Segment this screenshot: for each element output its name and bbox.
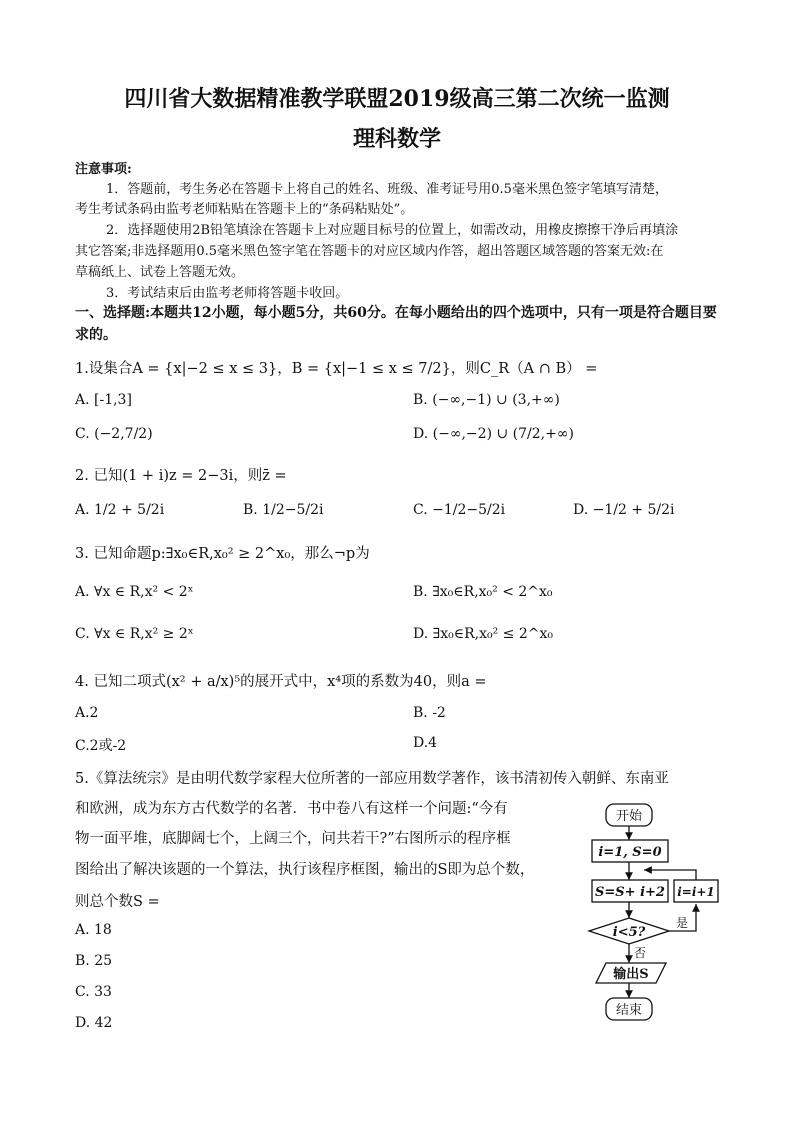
q1-option-a: A. [-1,3] — [75, 392, 132, 408]
q4-option-a: A.2 — [75, 705, 99, 721]
q3-option-c: C. ∀x ∈ R,x² ≥ 2ˣ — [75, 626, 194, 642]
q4-option-b: B. -2 — [413, 705, 446, 721]
notice-line-1: 1．答题前，考生务必在答题卡上将自己的姓名、班级、准考证号用0.5毫米黑色签字笔填写清楚， — [106, 182, 668, 197]
q2-option-c: C. −1/2−5/2i — [413, 502, 506, 518]
q3-option-b: B. ∃x₀∈R,x₀² < 2^x₀ — [413, 584, 553, 600]
section-heading-line-1: 一、选择题:本题共12小题，每小题5分，共60分。在每小题给出的四个选项中，只有一项是符合题目要 — [75, 305, 717, 321]
q2-option-d: D. −1/2 + 5/2i — [573, 502, 675, 518]
notice-line-6: 3．考试结束后由监考老师将答题卡收回。 — [106, 286, 349, 301]
flowchart-start-label: 开始 — [615, 809, 643, 824]
flowchart-loop-arrow — [644, 870, 696, 880]
notice-heading: 注意事项: — [75, 162, 132, 177]
flowchart-no-label: 否 — [633, 946, 647, 960]
q2-stem: 2. 已知(1 + i)z = 2−3i，则z̄ = — [75, 468, 287, 484]
q1-stem: 1.设集合A = {x|−2 ≤ x ≤ 3}，B = {x|−1 ≤ x ≤ 7/2}，则C_R（A ∩ B） = — [75, 361, 598, 377]
exam-subtitle: 理科数学 — [352, 126, 441, 152]
notice-line-5: 草稿纸上、试卷上答题无效。 — [75, 265, 245, 280]
q5-option-a: A. 18 — [75, 922, 112, 938]
q5-option-d: D. 42 — [75, 1015, 113, 1031]
q5-line-1: 5.《算法统宗》是由明代数学家程大位所著的一部应用数学著作，该书清初传入朝鲜、东南亚 — [75, 771, 669, 787]
notice-line-3: 2．选择题使用2B铅笔填涂在答题卡上对应题目标号的位置上，如需改动，用橡皮擦擦干净后再填涂 — [106, 223, 679, 238]
q2-option-a: A. 1/2 + 5/2i — [75, 502, 165, 518]
notice-line-4: 其它答案;非选择题用0.5毫米黑色签字笔在答题卡的对应区域内作答，超出答题区域答题的答案无效:在 — [75, 244, 664, 259]
q5-line-4: 图给出了解决该题的一个算法，执行该程序框图，输出的S即为总个数， — [75, 862, 535, 878]
q1-option-d: D. (−∞,−2) ∪ (7/2,+∞) — [413, 426, 574, 442]
q1-option-c: C. (−2,7/2) — [75, 426, 153, 442]
q5-option-c: C. 33 — [75, 984, 112, 1000]
q3-stem: 3. 已知命题p:∃x₀∈R,x₀² ≥ 2^x₀，那么¬p为 — [75, 546, 370, 562]
q5-option-b: B. 25 — [75, 953, 113, 969]
q4-option-d: D.4 — [413, 735, 438, 751]
q3-option-a: A. ∀x ∈ R,x² < 2ˣ — [75, 584, 194, 600]
q2-option-b: B. 1/2−5/2i — [243, 502, 324, 518]
flowchart-increment-label: i=i+1 — [677, 885, 715, 899]
flowchart-output-label: 输出S — [613, 967, 649, 982]
q5-line-3: 物一面平堆，底脚阔七个，上阔三个，问共若干?”右图所示的程序框 — [75, 831, 511, 847]
q5-line-5: 则总个数S = — [75, 894, 160, 910]
flowchart-init-label: i=1, S=0 — [598, 845, 662, 860]
exam-title: 四川省大数据精准教学联盟2019级高三第二次统一监测 — [124, 86, 670, 112]
flowchart-accumulate-label: S=S+ i+2 — [595, 885, 665, 900]
notice-line-2: 考生考试条码由监考老师粘贴在答题卡上的“条码粘贴处”。 — [75, 202, 414, 217]
q1-option-b: B. (−∞,−1) ∪ (3,+∞) — [413, 392, 560, 408]
q4-stem: 4. 已知二项式(x² + a/x)⁵的展开式中，x⁴项的系数为40，则a = — [75, 674, 487, 690]
flowchart-end-label: 结束 — [615, 1003, 643, 1018]
flowchart-yes-label: 是 — [675, 916, 689, 930]
q3-option-d: D. ∃x₀∈R,x₀² ≤ 2^x₀ — [413, 626, 553, 642]
flowchart — [584, 800, 734, 1030]
section-heading-line-2: 求的。 — [75, 327, 117, 343]
flowchart-condition-label: i<5? — [612, 925, 646, 940]
q4-option-c: C.2或-2 — [75, 738, 127, 754]
q5-line-2: 和欧洲，成为东方古代数学的名著．书中卷八有这样一个问题:“今有 — [75, 801, 508, 817]
